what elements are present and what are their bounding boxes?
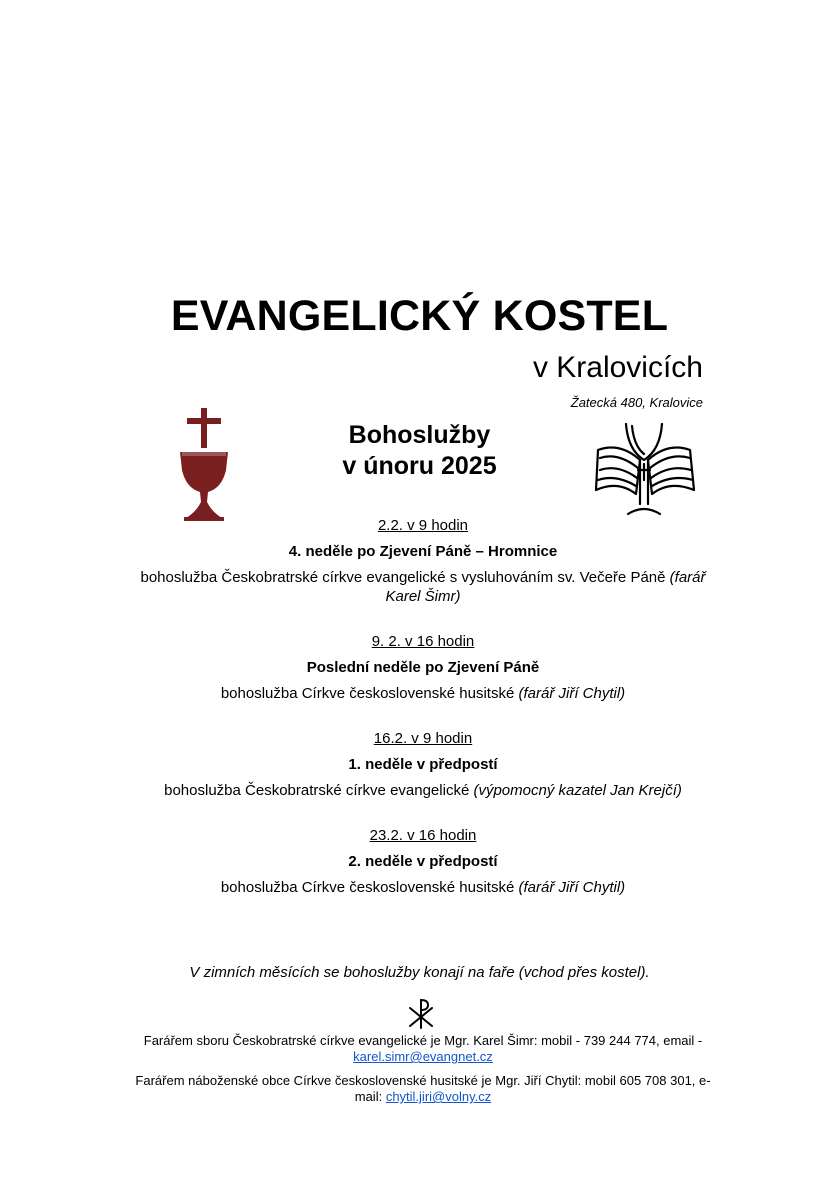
contact-text: Farářem sboru Českobratrské církve evangelické je Mgr. Karel Šimr: mobil - 739 244 774, email - xyxy=(143,1033,703,1048)
service-officiant: (farář Jiří Chytil) xyxy=(518,685,626,702)
service-desc-text: bohoslužba Českobratrské církve evangelické s vysluhováním sv. Večeře Páně xyxy=(140,569,666,586)
contact-text: Farářem náboženské obce Církve československé husitské je Mgr. Jiří Chytil: mobil 605 708 301, e-mail: xyxy=(135,1073,711,1104)
page-title: EVANGELICKÝ KOSTEL xyxy=(170,292,669,340)
service-date: 16.2. v 9 hodin xyxy=(373,730,473,747)
service-item xyxy=(140,729,706,800)
service-desc-text: bohoslužba Církve československé husitské xyxy=(220,879,515,896)
church-address: Žatecká 480, Kralovice xyxy=(570,395,703,410)
service-desc-text: bohoslužba Českobratrské církve evangelické xyxy=(164,782,470,799)
winter-note: V zimních měsících se bohoslužby konají na faře (vchod přes kostel). xyxy=(189,964,650,981)
schedule-heading-line2: v únoru 2025 xyxy=(342,452,497,480)
service-item xyxy=(140,826,706,897)
service-name: 4. neděle po Zjevení Páně – Hromnice xyxy=(288,543,558,560)
service-description xyxy=(140,568,706,606)
email-link[interactable]: karel.simr@evangnet.cz xyxy=(353,1049,493,1064)
email-link[interactable]: chytil.jiri@volny.cz xyxy=(385,1089,492,1104)
service-item xyxy=(140,516,706,606)
service-date: 2.2. v 9 hodin xyxy=(377,517,469,534)
schedule-heading-line1: Bohoslužby xyxy=(348,421,491,449)
contact-pastor-hussite xyxy=(130,1073,716,1105)
service-desc-text: bohoslužba Církve československé husitské xyxy=(220,685,515,702)
service-description xyxy=(140,684,706,703)
service-officiant: (farář Karel Šimr) xyxy=(385,569,706,605)
service-officiant: (farář Jiří Chytil) xyxy=(518,879,626,896)
service-name: 2. neděle v předpostí xyxy=(348,853,498,870)
service-item xyxy=(140,632,706,703)
service-officiant: (výpomocný kazatel Jan Krejčí) xyxy=(473,782,682,799)
schedule-heading xyxy=(0,420,839,482)
service-name: Poslední neděle po Zjevení Páně xyxy=(306,659,540,676)
service-date: 23.2. v 16 hodin xyxy=(369,827,477,844)
chalice-book-icon xyxy=(590,420,700,520)
service-description xyxy=(140,781,706,800)
church-location: v Kralovicích xyxy=(532,351,703,384)
service-name: 1. neděle v předpostí xyxy=(348,756,498,773)
chi-rho-icon xyxy=(406,996,436,1030)
service-list xyxy=(140,516,706,923)
contact-pastor-evangelical xyxy=(130,1033,716,1065)
service-description xyxy=(140,878,706,897)
service-date: 9. 2. v 16 hodin xyxy=(371,633,475,650)
